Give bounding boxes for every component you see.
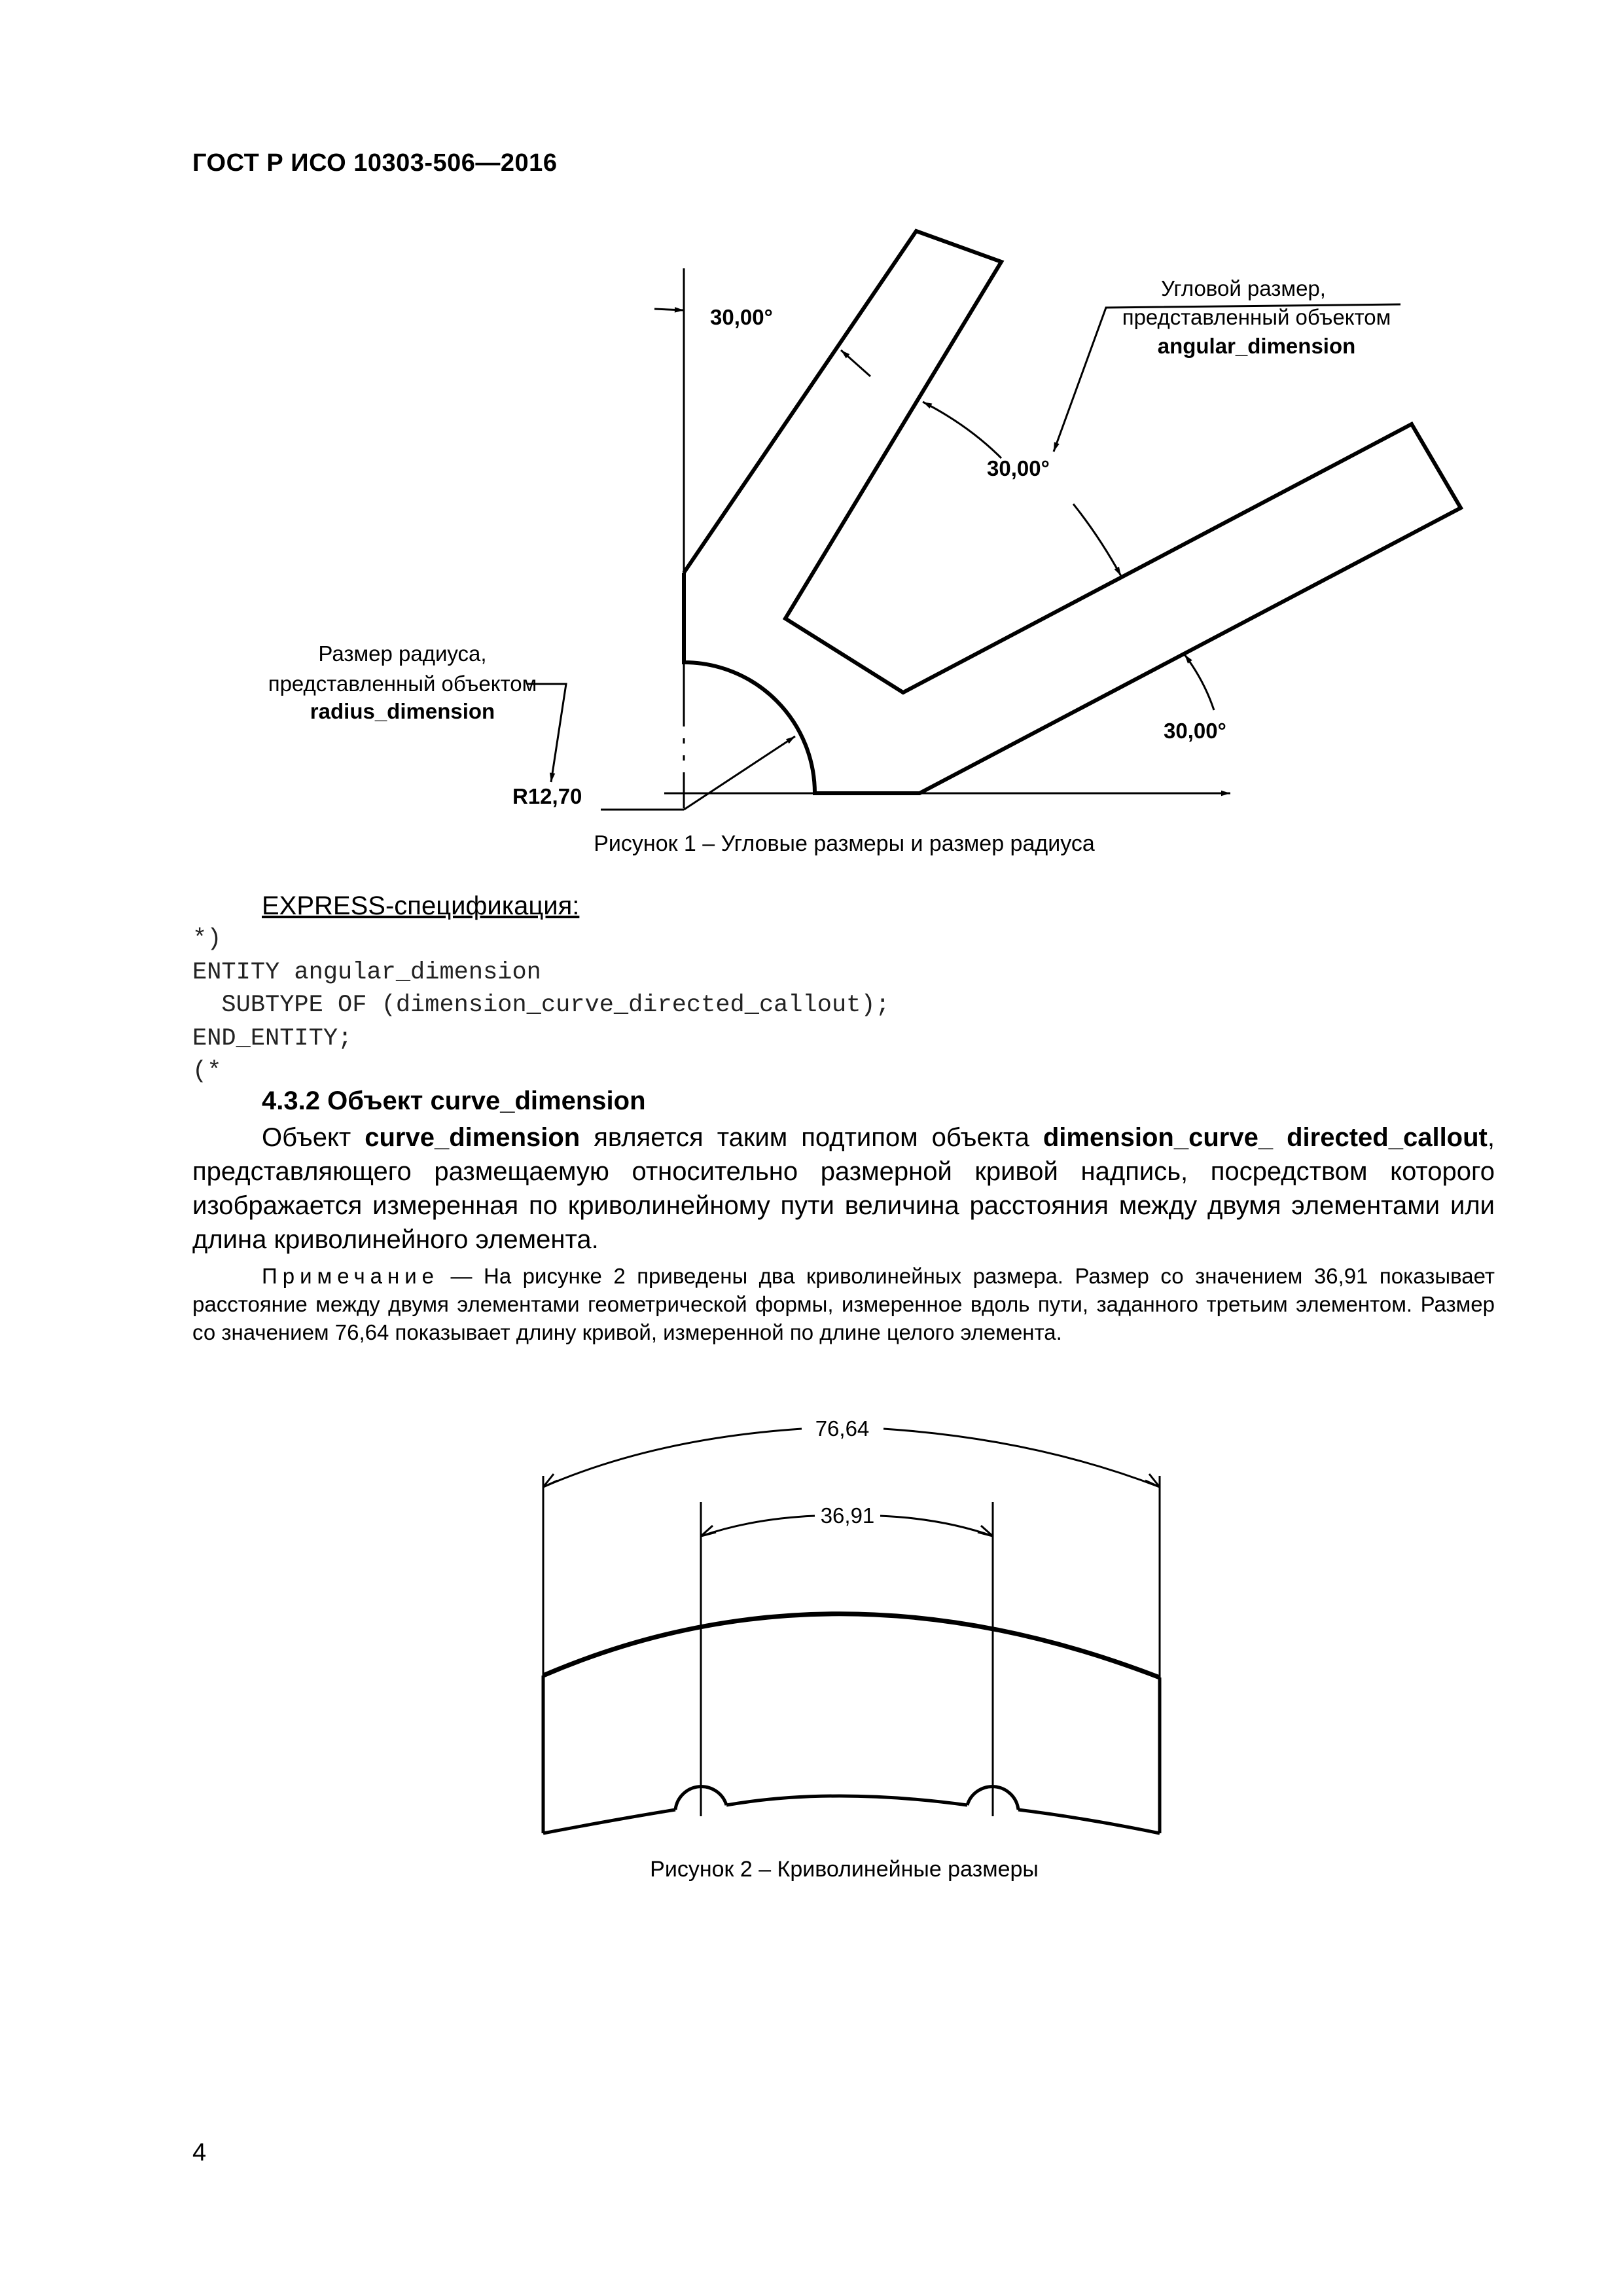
figure-1-caption: Рисунок 1 – Угловые размеры и размер радиуса [594, 831, 1095, 856]
figure-1-drawing [0, 0, 1623, 916]
notch-left [675, 1787, 726, 1810]
inner-dim-arc-right [880, 1516, 993, 1536]
note-text: — На рисунке 2 приведены два криволинейных размера. Размер со значением 36,91 показывает расстояние между двумя элементами геометрической формы, измеренное вдоль пути, заданного третьим элементом. Размер со значением 76,64 показывает длину кривой, измеренной по длине целого элемента. [192, 1264, 1495, 1344]
mid-angle-label: 30,00° [987, 456, 1050, 480]
angular-callout-line1: Угловой размер, [1161, 276, 1326, 300]
radius-callout-line1: Размер радиуса, [318, 641, 487, 666]
right-angle-arc [1185, 655, 1214, 710]
figure-2-caption: Рисунок 2 – Криволинейные размеры [650, 1857, 1039, 1882]
section-title: 4.3.2 Объект curve_dimension [262, 1086, 646, 1115]
outer-dim-arc-left [543, 1429, 802, 1487]
para-rest: , представляющего размещаемую относительно размерной кривой надпись, посредством которого изображается измеренная по криволинейному пути величина расстояния между двумя элементами или длина криволинейного элемента. [192, 1123, 1495, 1254]
inner-dim-label: 36,91 [820, 1503, 875, 1528]
page-number: 4 [192, 2139, 207, 2166]
curved-part-top [543, 1614, 1160, 1677]
top-angle-label: 30,00° [710, 305, 773, 329]
outer-dim-label: 76,64 [815, 1416, 870, 1441]
note-paragraph [192, 1262, 1495, 1346]
angular-callout-line2: представленный объектом [1122, 305, 1391, 329]
express-heading: EXPRESS-спецификация: [262, 891, 580, 920]
para-mid: является таким подтипом объекта [580, 1123, 1043, 1152]
para-term-directed-callout: dimension_curve_ directed_callout [1043, 1123, 1488, 1152]
express-code: *) ENTITY angular_dimension SUBTYPE OF (dimension_curve_directed_callout); END_ENTITY; (* [192, 925, 890, 1085]
right-angle-label: 30,00° [1164, 719, 1226, 743]
section-paragraph [192, 1121, 1495, 1257]
notch-right [967, 1787, 1018, 1810]
para-prefix: Объект [262, 1123, 365, 1152]
radius-callout-leader [527, 684, 566, 782]
mid-angle-arc [923, 402, 1001, 458]
curved-part-bottom [543, 1810, 675, 1833]
top-angle-arrow-left [654, 309, 684, 310]
top-angle-arrow-right [841, 350, 870, 376]
para-term-curve-dimension: curve_dimension [365, 1123, 580, 1152]
radius-value-label: R12,70 [512, 784, 582, 808]
note-label: Примечание [262, 1264, 440, 1288]
inner-dim-arc-left [701, 1516, 815, 1536]
outer-dim-arc-right [883, 1429, 1160, 1487]
radius-callout-entity: radius_dimension [310, 699, 495, 723]
radius-callout-line2: представленный объектом [268, 672, 537, 696]
document-header: ГОСТ Р ИСО 10303-506—2016 [192, 149, 558, 177]
angular-callout-entity: angular_dimension [1157, 334, 1356, 358]
